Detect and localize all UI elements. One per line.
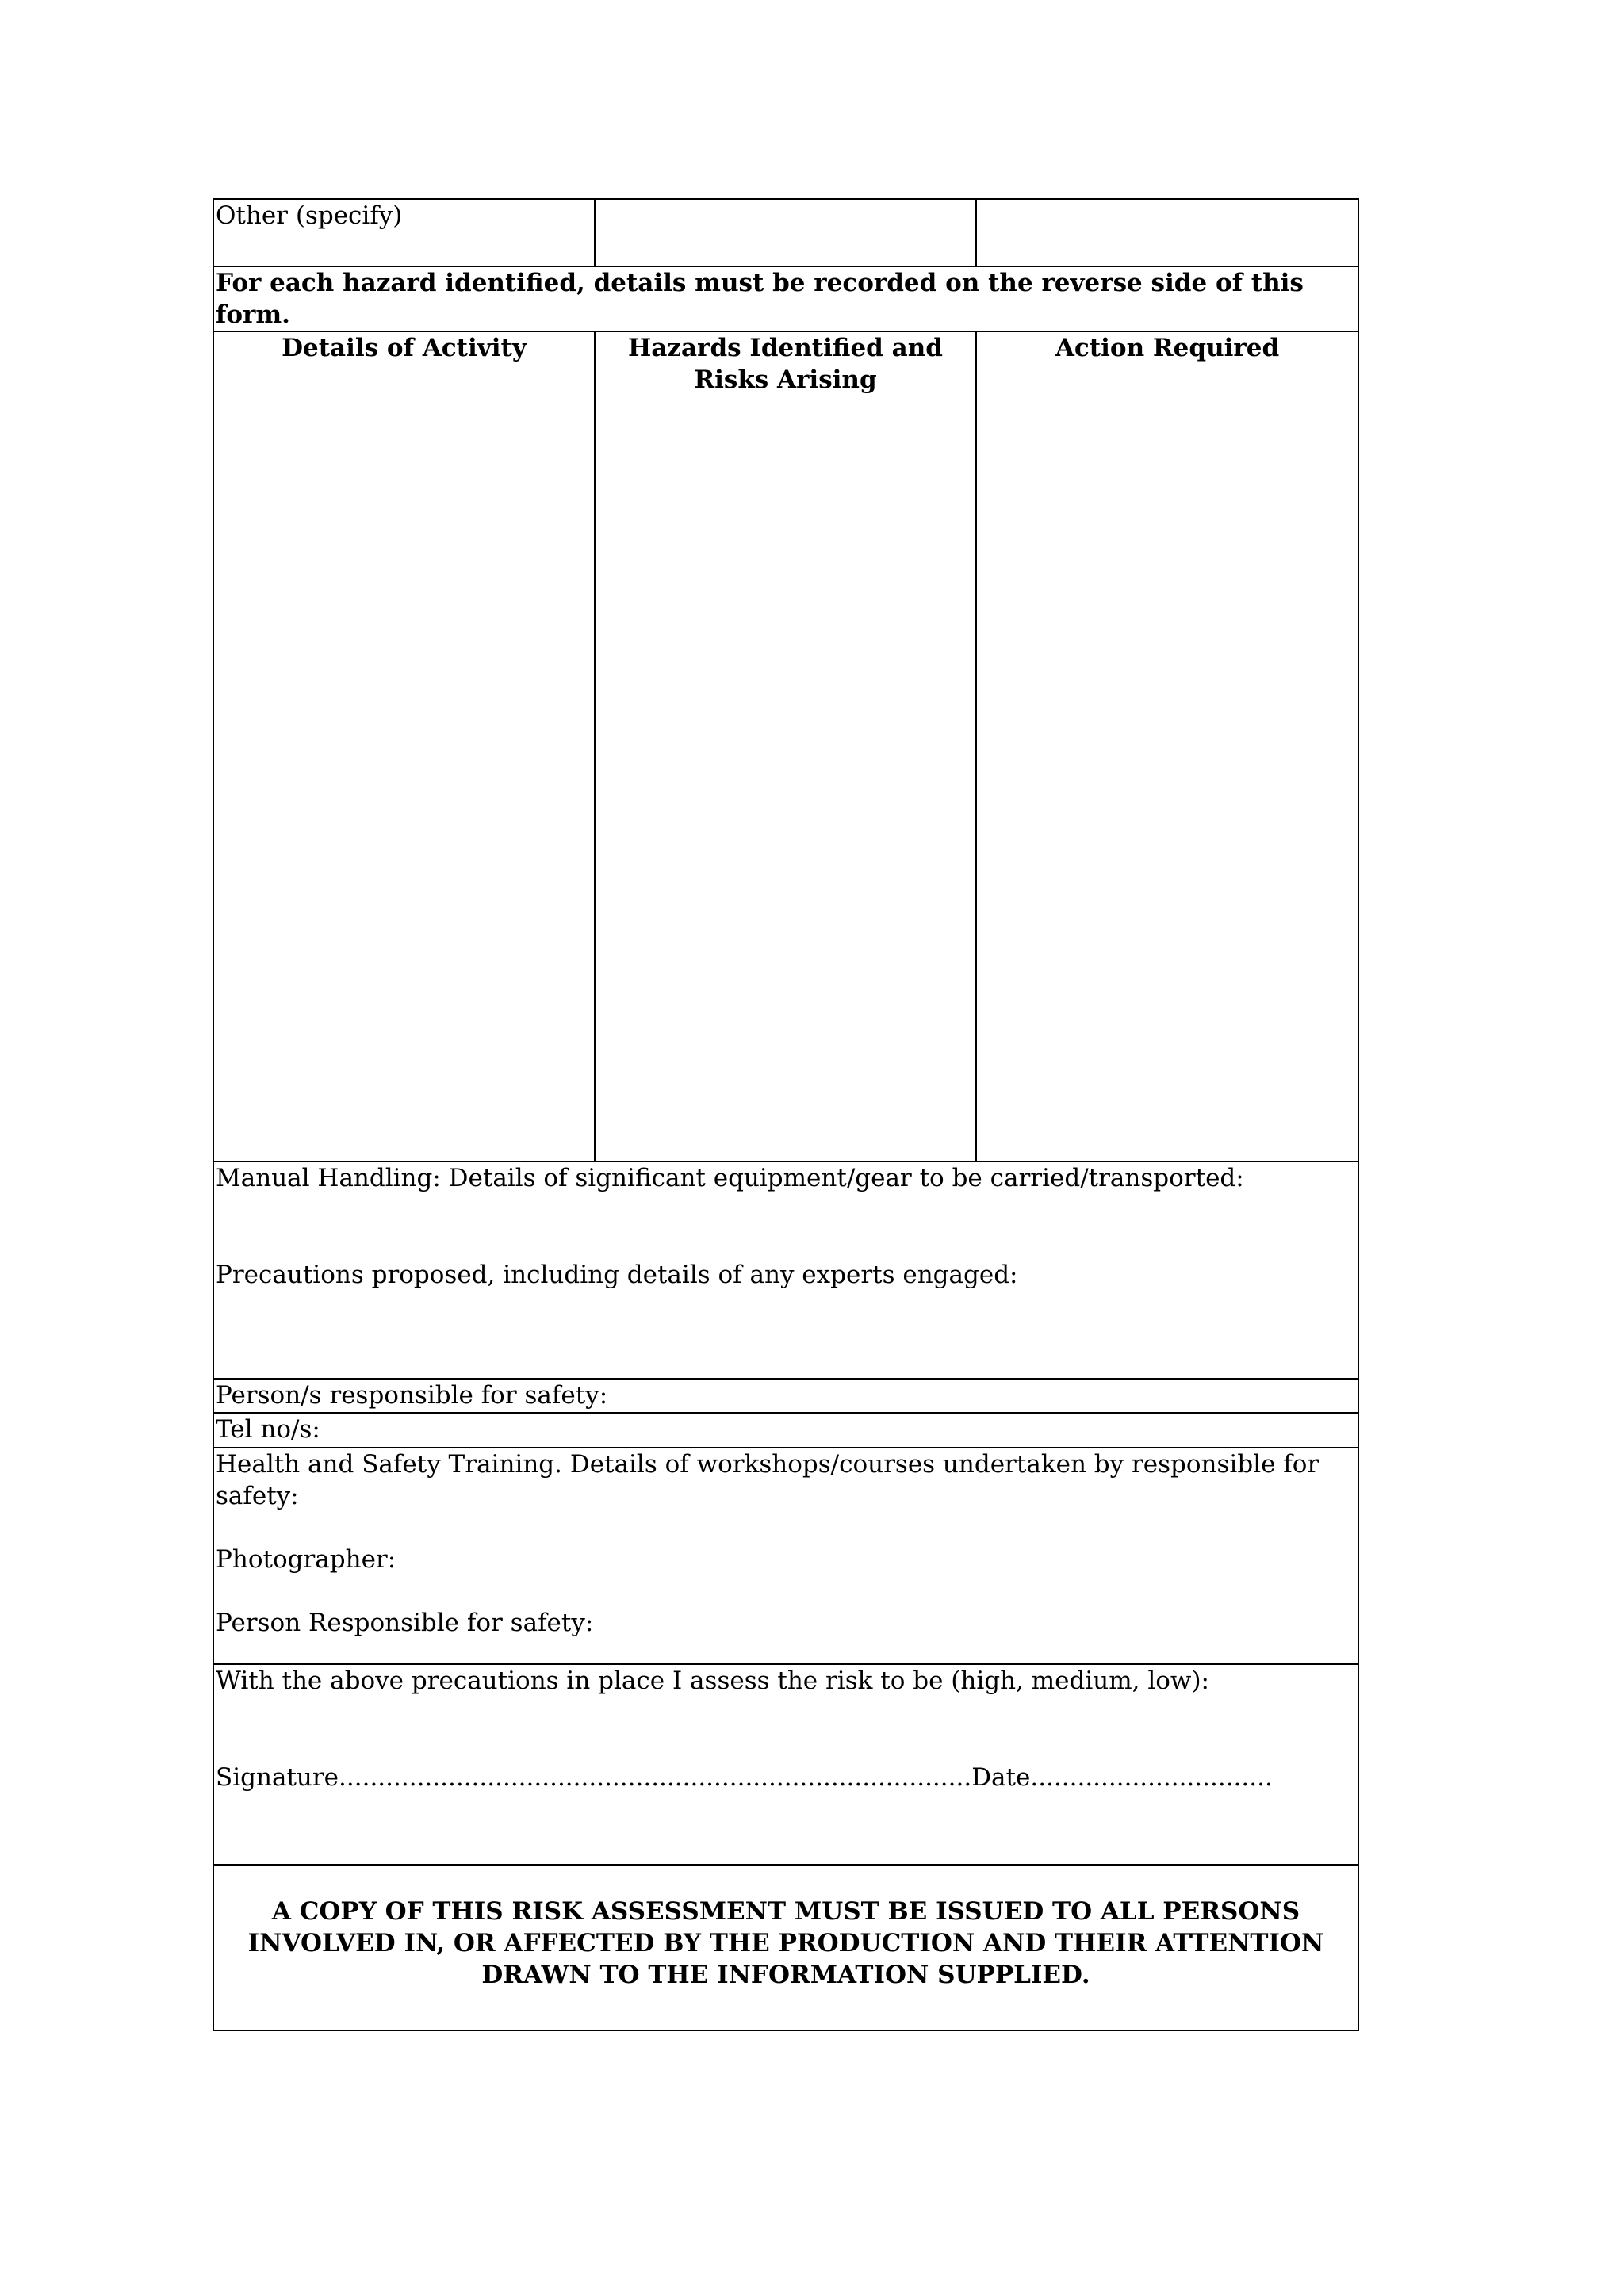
training-label: Health and Safety Training. Details of workshops/courses undertaken by responsible for safety:	[216, 1450, 1320, 1510]
assessment-row	[213, 1664, 1358, 1865]
signature-date-line: Signature.................................................................................Date...............................	[216, 1763, 1273, 1792]
training-cell[interactable]	[213, 1448, 1358, 1664]
manual-handling-label: Manual Handling: Details of significant equipment/gear to be carried/transported:	[216, 1164, 1244, 1192]
details-of-activity-header: Details of Activity	[282, 334, 527, 362]
photographer-label: Photographer:	[216, 1545, 396, 1574]
hazards-cell[interactable]	[595, 331, 976, 1161]
spacer	[216, 1697, 1356, 1762]
person-responsible-label: Person Responsible for safety:	[216, 1609, 594, 1637]
responsible-row	[213, 1379, 1358, 1413]
other-row	[213, 199, 1358, 266]
other-specify-label: Other (specify)	[213, 199, 595, 266]
manual-handling-cell[interactable]	[213, 1161, 1358, 1379]
copy-notice: A COPY OF THIS RISK ASSESSMENT MUST BE ISSUED TO ALL PERSONS INVOLVED IN, OR AFFECTED BY THE PRODUCTION AND THEIR ATTENTION DRAWN TO THE INFORMATION SUPPLIED.	[213, 1865, 1358, 2030]
action-required-header: Action Required	[1055, 334, 1280, 362]
precautions-label: Precautions proposed, including details of any experts engaged:	[216, 1261, 1018, 1289]
responsible-for-safety-label[interactable]: Person/s responsible for safety:	[213, 1379, 1358, 1413]
instruction-row	[213, 266, 1358, 331]
notice-row	[213, 1865, 1358, 2030]
training-row	[213, 1448, 1358, 1664]
instruction-text: For each hazard identified, details must be recorded on the reverse side of this form.	[213, 266, 1358, 331]
tel-row	[213, 1413, 1358, 1448]
spacer	[216, 1575, 1356, 1607]
risk-assessment-form	[213, 198, 1359, 2031]
risk-assessment-label: With the above precautions in place I assess the risk to be (high, medium, low):	[216, 1667, 1210, 1695]
manual-handling-row	[213, 1161, 1358, 1379]
other-specify-field-2[interactable]	[595, 199, 976, 266]
assessment-cell[interactable]	[213, 1664, 1358, 1865]
spacer	[216, 1512, 1356, 1544]
details-activity-cell[interactable]	[213, 331, 595, 1161]
details-row	[213, 331, 1358, 1161]
hazards-identified-header: Hazards Identified and Risks Arising	[628, 334, 943, 394]
tel-numbers-label[interactable]: Tel no/s:	[213, 1413, 1358, 1448]
other-specify-field-3[interactable]	[976, 199, 1358, 266]
spacer	[216, 1194, 1356, 1259]
action-required-cell[interactable]	[976, 331, 1358, 1161]
